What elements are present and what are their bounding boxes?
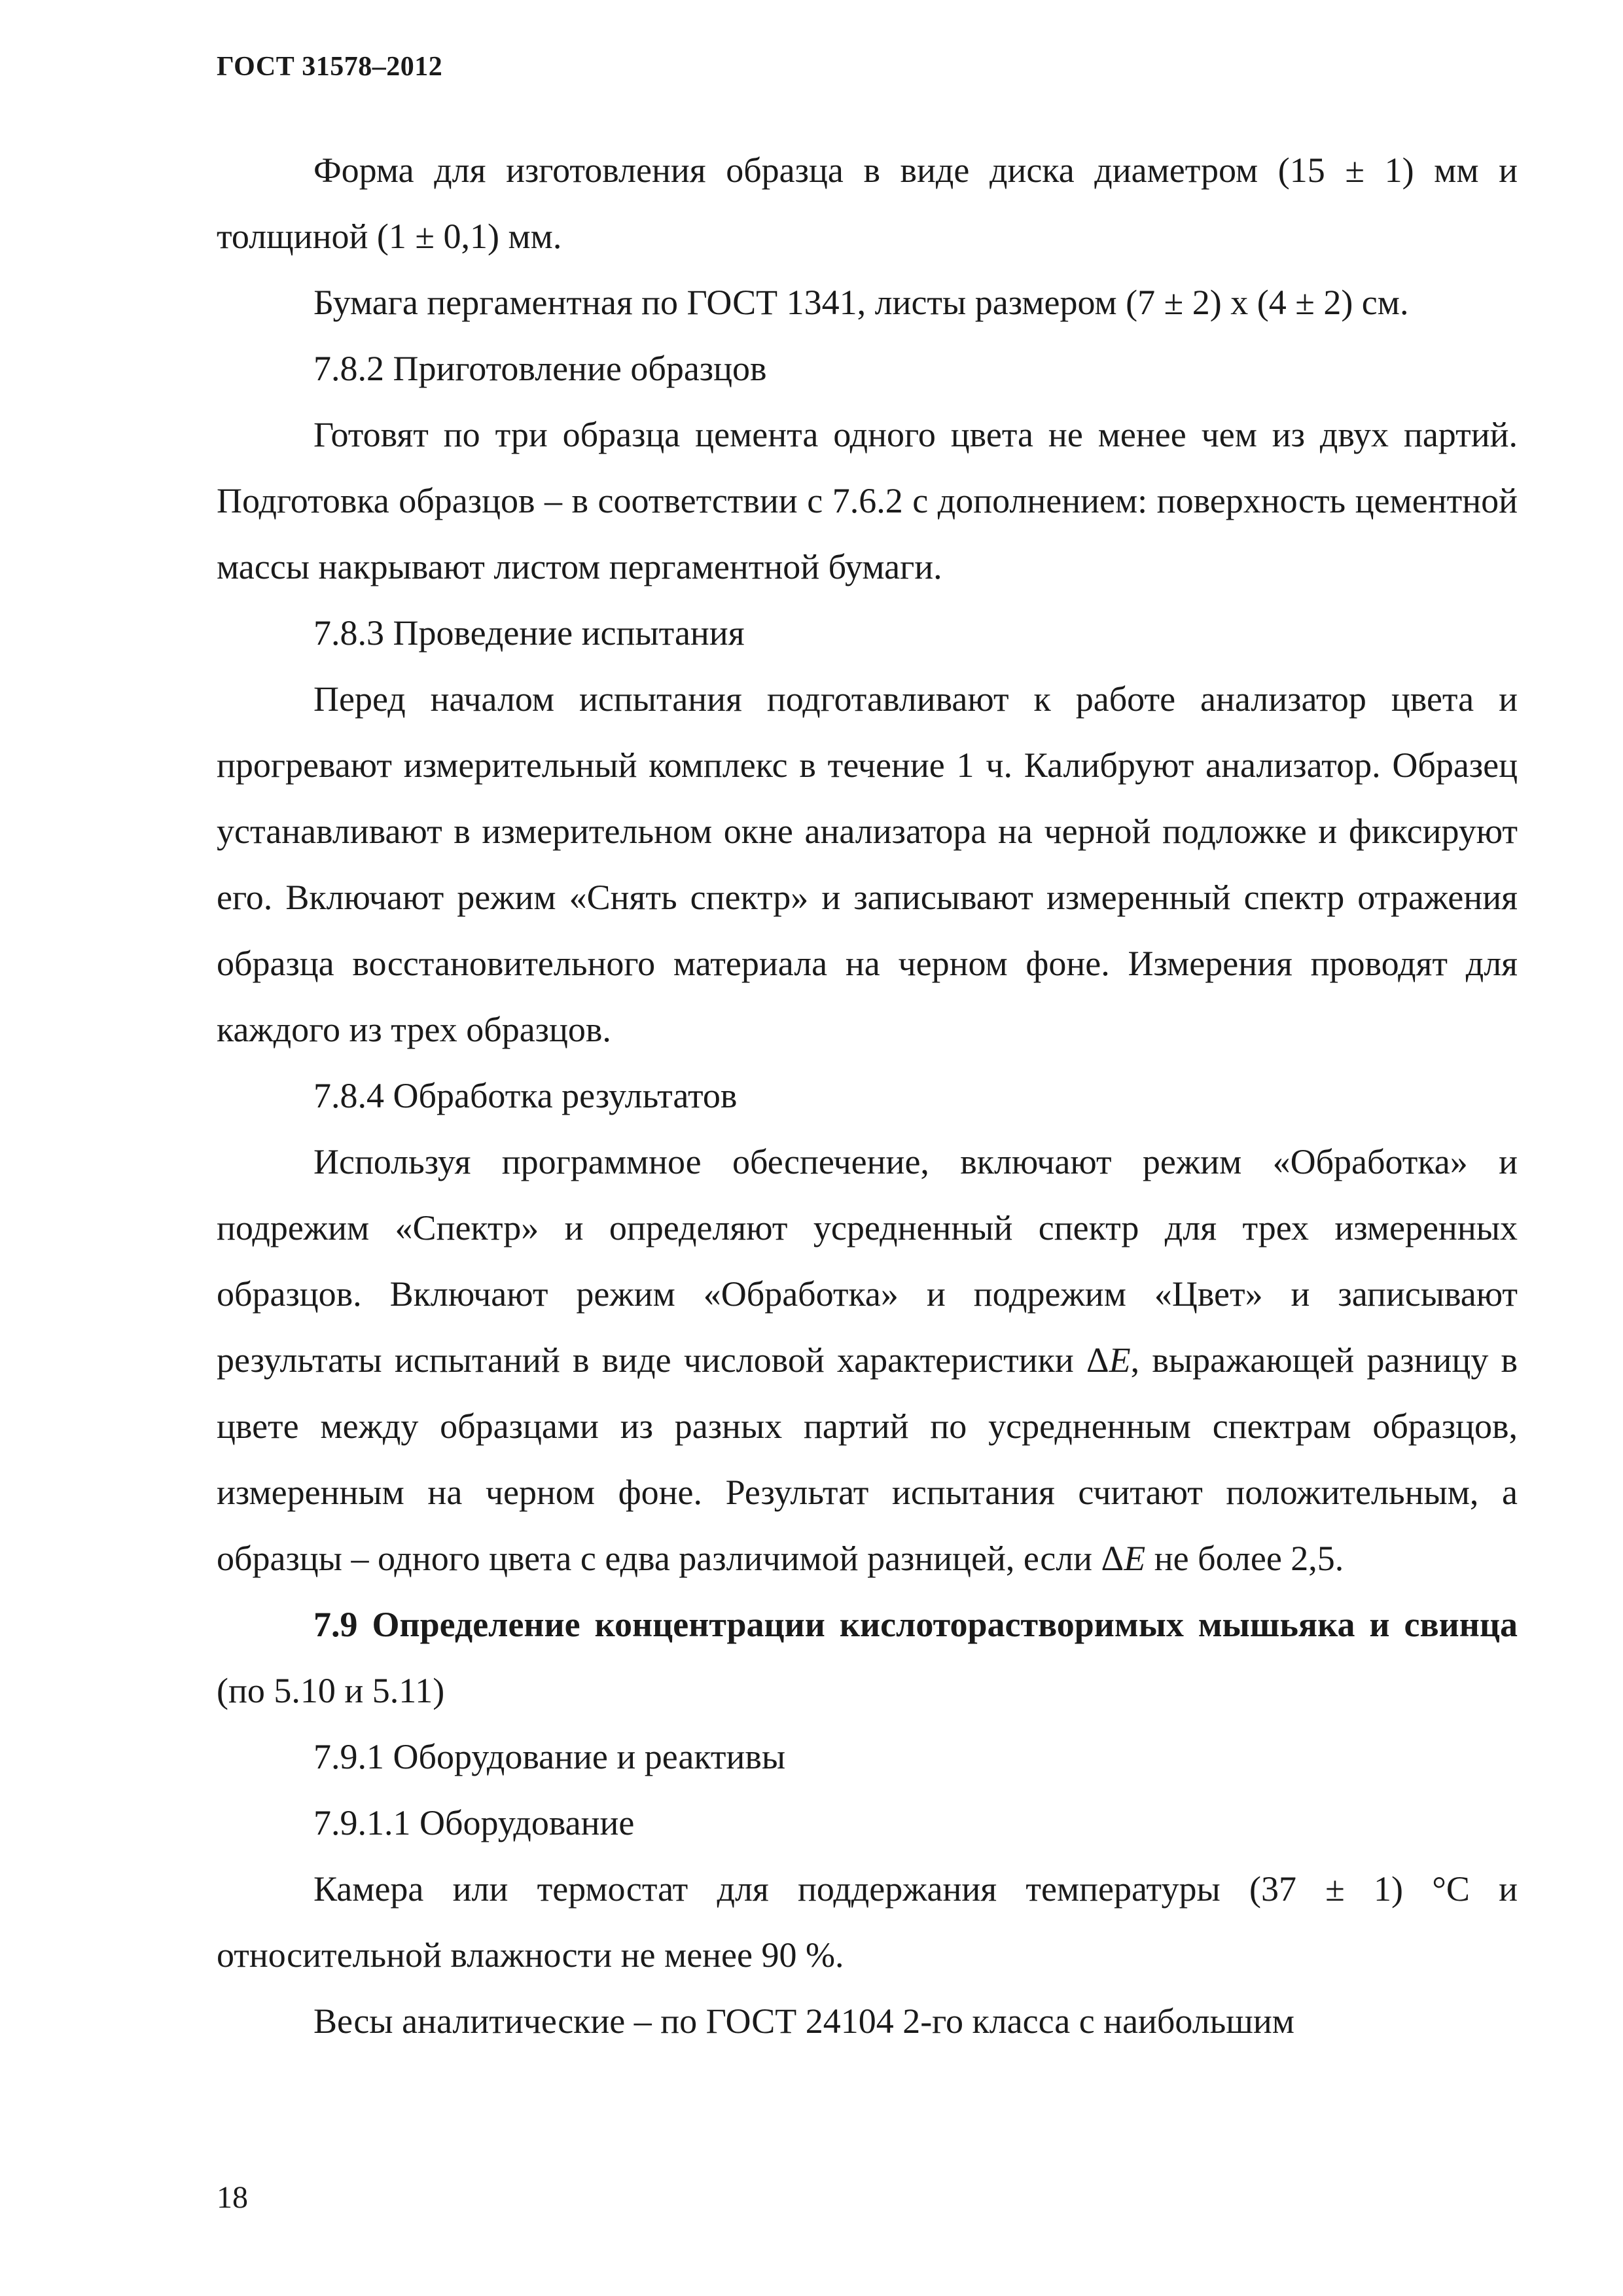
document-header: ГОСТ 31578–2012 bbox=[217, 52, 443, 82]
delta-e-variable: E bbox=[1109, 1340, 1131, 1380]
section-heading-7-8-2: 7.8.2 Приготовление образцов bbox=[313, 349, 767, 388]
results-text-part-2: , выражающей разницу в цвете между образцами из разных партий по усредненным спектрам образцов, измеренным на черном фоне. Результат испытания считают положительным, а образцы – одного цвета с едва различимой разницей, если Δ bbox=[217, 1340, 1518, 1578]
section-heading-7-8-3: 7.8.3 Проведение испытания bbox=[313, 613, 745, 653]
paragraph-mold: Форма для изготовления образца в виде диска диаметром (15 ± 1) мм и толщиной (1 ± 0,1) мм. bbox=[217, 151, 1518, 256]
section-heading-7-9-1-1: 7.9.1.1 Оборудование bbox=[313, 1803, 635, 1842]
delta-e-variable: E bbox=[1124, 1539, 1146, 1578]
paragraph-thermostat: Камера или термостат для поддержания температуры (37 ± 1) °С и относительной влажности не менее 90 %. bbox=[217, 1869, 1518, 1975]
results-text-part-3: не более 2,5. bbox=[1145, 1539, 1344, 1578]
page-number: 18 bbox=[217, 2180, 248, 2215]
section-heading-7-9-ref: (по 5.10 и 5.11) bbox=[217, 1671, 445, 1710]
section-heading-7-9 bbox=[217, 1592, 1518, 1724]
paragraph-results-processing bbox=[217, 1129, 1518, 1592]
document-body bbox=[217, 137, 1518, 2054]
paragraph-paper: Бумага пергаментная по ГОСТ 1341, листы размером (7 ± 2) х (4 ± 2) см. bbox=[313, 283, 1409, 322]
paragraph-sample-preparation: Готовят по три образца цемента одного цвета не менее чем из двух партий. Подготовка образцов – в соответствии с 7.6.2 с дополнением: поверхность цементной массы накрывают листом пергаментной бумаги. bbox=[217, 415, 1518, 586]
section-heading-7-9-title: 7.9 Определение концентрации кислоторастворимых мышьяка и свинца bbox=[313, 1605, 1518, 1644]
section-heading-7-9-1: 7.9.1 Оборудование и реактивы bbox=[313, 1737, 786, 1776]
paragraph-scales: Весы аналитические – по ГОСТ 24104 2-го класса с наибольшим bbox=[313, 2001, 1294, 2041]
paragraph-test-procedure: Перед началом испытания подготавливают к работе анализатор цвета и прогревают измерительный комплекс в течение 1 ч. Калибруют анализатор. Образец устанавливают в измерительном окне анализатора на черной подложке и фиксируют его. Включают режим «Снять спектр» и записывают измеренный спектр отражения образца восстановительного материала на черном фоне. Измерения проводят для каждого из трех образцов. bbox=[217, 679, 1518, 1049]
section-heading-7-8-4: 7.8.4 Обработка результатов bbox=[313, 1076, 738, 1115]
results-text-part-1: Используя программное обеспечение, включают режим «Обработка» и подрежим «Спектр» и определяют усредненный спектр для трех измеренных образцов. Включают режим «Обработка» и подрежим «Цвет» и записывают результаты испытаний в виде числовой характеристики Δ bbox=[217, 1142, 1518, 1380]
